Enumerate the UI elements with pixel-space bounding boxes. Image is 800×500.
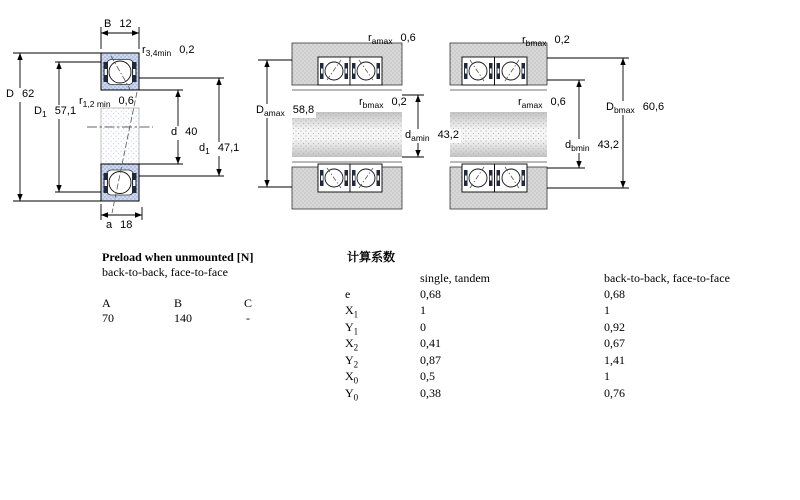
factors-row-sym: $Y_2$	[345, 353, 359, 370]
bearing-pair-bottom	[462, 164, 527, 192]
bearing-pair-bottom	[318, 164, 382, 192]
factors-row-single: 0	[420, 320, 426, 334]
dim-label-D1: $D_1$ 57,1	[34, 105, 77, 120]
preload-subtitle: back-to-back, face-to-face	[102, 265, 228, 279]
factors-row-sym: $X_1$	[345, 303, 359, 320]
dim-label-rbmax-right: $r_{bmax}$ 0,2	[522, 34, 570, 49]
factors-row-btb: 1	[604, 369, 610, 383]
ball	[109, 61, 131, 83]
right-dimensions	[547, 58, 629, 188]
factors-row-single: 0,38	[420, 386, 441, 400]
dim-label-ramax-right: $r_{amax}$ 0,6	[518, 96, 566, 111]
factors-row-btb: 0,76	[604, 386, 625, 400]
dim-label-Damax: $D_{amax}$ 58,8	[256, 104, 315, 119]
dim-label-r12: $r_{1,2 min}$ 0,6	[79, 95, 134, 110]
right-mounting-diagram	[450, 43, 629, 209]
preload-col-C: C	[244, 296, 253, 310]
factors-row-btb: 1	[604, 303, 610, 317]
factors-row-btb: 0,92	[604, 320, 625, 334]
factors-row-btb: 0,67	[604, 336, 625, 350]
preload-title: Preload when unmounted [N]	[102, 250, 254, 264]
factors-row-single: 0,68	[420, 287, 441, 301]
preload-val-A: 70	[102, 311, 114, 325]
factors-row-sym: $Y_1$	[345, 320, 359, 337]
middle-mounting-diagram	[258, 43, 424, 209]
dim-label-B: B 12	[104, 18, 132, 30]
preload-col-B: B	[174, 296, 183, 310]
factors-row-sym: $X_2$	[345, 336, 359, 353]
bore-region	[101, 108, 139, 164]
factors-row-sym: $X_0$	[345, 369, 359, 386]
factors-row-sym: $Y_0$	[345, 386, 359, 403]
right-arrowheads	[576, 58, 625, 188]
bearing-pair-top	[318, 57, 382, 85]
dim-label-Dbmax: $D_{bmax}$ 60,6	[606, 101, 665, 116]
factors-row-sym: e	[345, 287, 351, 301]
bearing-pair-top	[462, 57, 527, 85]
factors-col2-header: back-to-back, face-to-face	[604, 271, 730, 285]
dim-label-dbmin: $d_{bmin}$ 43,2	[565, 139, 619, 154]
ball	[109, 172, 131, 194]
preload-val-C: -	[246, 311, 250, 325]
factors-row-single: 1	[420, 303, 426, 317]
bearing-top-half	[101, 53, 139, 90]
dim-label-damin: $d_{amin}$ 43,2	[405, 129, 459, 144]
dim-label-ramax-mid: $r_{amax}$ 0,6	[368, 32, 416, 47]
preload-col-A: A	[102, 296, 111, 310]
factors-row-single: 0,87	[420, 353, 441, 367]
dim-label-d: d 40	[171, 126, 198, 138]
factors-title: 计算系数	[347, 250, 396, 264]
bearing-bottom-half	[101, 164, 139, 201]
factors-row-btb: 1,41	[604, 353, 625, 367]
dim-label-r34: $r_{3,4min}$ 0,2	[142, 44, 195, 59]
dim-label-rbmax-mid: $r_{bmax}$ 0,2	[359, 96, 407, 111]
dim-label-D: D 62	[6, 88, 35, 100]
dim-label-a: a 18	[106, 219, 133, 231]
factors-row-btb: 0,68	[604, 287, 625, 301]
factors-row-single: 0,41	[420, 336, 441, 350]
dim-label-d1: $d_1$ 47,1	[199, 142, 240, 157]
factors-col1-header: single, tandem	[420, 271, 490, 285]
preload-val-B: 140	[174, 311, 192, 325]
factors-row-single: 0,5	[420, 369, 435, 383]
